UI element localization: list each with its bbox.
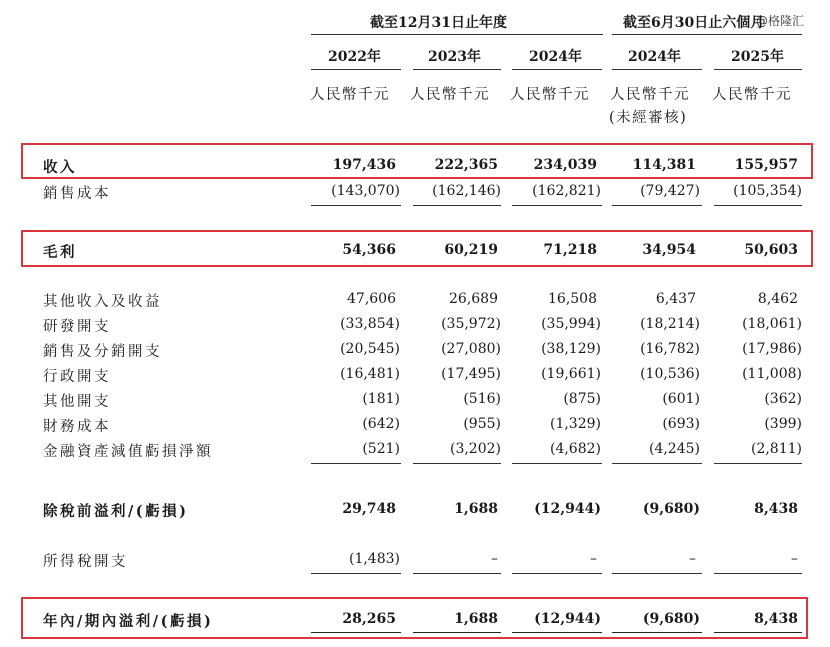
unit-label-5: 人民幣千元 <box>712 87 792 103</box>
row-label-rnd-expenses: 研發開支 <box>43 319 111 335</box>
cell-gross-profit-2022: 54,366 <box>342 242 396 258</box>
row-label-profit-before-tax: 除稅前溢利/(虧損) <box>43 503 189 520</box>
subtotal-rule-c-5 <box>714 573 802 574</box>
cell-other-expenses-2025h1: (362) <box>764 391 802 407</box>
cell-income-tax-2025h1: – <box>791 551 798 567</box>
cell-selling-expenses-2024: (38,129) <box>541 341 601 357</box>
cell-impairment-losses-2022: (521) <box>362 441 400 457</box>
cell-gross-profit-2023: 60,219 <box>444 242 498 258</box>
row-label-other-expenses: 其他開支 <box>43 394 111 410</box>
cell-finance-costs-2024: (1,329) <box>549 416 601 432</box>
year-rule-3 <box>512 69 602 70</box>
cell-profit-for-period-2025h1: 8,438 <box>754 611 798 627</box>
cell-other-expenses-2024: (875) <box>563 391 601 407</box>
highlight-box-profit-for-period <box>21 597 808 639</box>
cell-finance-costs-2022: (642) <box>362 416 400 432</box>
year-rule-5 <box>714 69 802 70</box>
row-label-finance-costs: 財務成本 <box>43 419 111 435</box>
row-label-selling-expenses: 銷售及分銷開支 <box>43 344 162 360</box>
cell-income-tax-2023: – <box>491 551 498 567</box>
subtotal-rule-c-2 <box>413 573 501 574</box>
year-rule-2 <box>413 69 501 70</box>
cell-profit-for-period-2023: 1,688 <box>454 611 498 627</box>
cell-admin-expenses-2023: (17,495) <box>441 366 501 382</box>
cell-profit-before-tax-2024: (12,944) <box>534 501 601 517</box>
row-label-revenue: 收入 <box>43 159 77 176</box>
year-header-3: 2024年 <box>529 49 582 65</box>
cell-income-tax-2024: – <box>590 551 597 567</box>
cell-gross-profit-2025h1: 50,603 <box>744 242 798 258</box>
subtotal-rule-b-3 <box>512 463 602 464</box>
year-rule-4 <box>612 69 702 70</box>
cell-finance-costs-2023: (955) <box>463 416 501 432</box>
cell-selling-expenses-2023: (27,080) <box>441 341 501 357</box>
highlight-box-gross-profit <box>21 230 813 267</box>
cell-impairment-losses-2025h1: (2,811) <box>750 441 802 457</box>
cell-income-tax-2024h1: – <box>689 551 696 567</box>
subtotal-rule-3 <box>512 205 602 206</box>
cell-revenue-2025h1: 155,957 <box>734 157 798 173</box>
header-group-half-year: 截至6月30日止六個月 <box>623 15 765 31</box>
subtotal-rule-c-4 <box>612 573 702 574</box>
subtotal-rule-4 <box>612 205 702 206</box>
cell-impairment-losses-2024: (4,682) <box>549 441 601 457</box>
cell-selling-expenses-2025h1: (17,986) <box>742 341 802 357</box>
unit-label-3: 人民幣千元 <box>510 87 590 103</box>
cell-revenue-2022: 197,436 <box>332 157 396 173</box>
row-label-admin-expenses: 行政開支 <box>43 369 111 385</box>
row-label-other-income: 其他收入及收益 <box>43 294 162 310</box>
cell-other-income-2025h1: 8,462 <box>757 291 798 307</box>
row-label-gross-profit: 毛利 <box>43 244 77 261</box>
unit-label-2: 人民幣千元 <box>410 87 490 103</box>
cell-revenue-2024: 234,039 <box>533 157 597 173</box>
cell-other-income-2024h1: 6,437 <box>655 291 696 307</box>
cell-rnd-expenses-2024: (35,994) <box>541 316 601 332</box>
cell-cost-of-sales-2022: (143,070) <box>331 183 400 199</box>
cell-impairment-losses-2023: (3,202) <box>449 441 501 457</box>
cell-rnd-expenses-2023: (35,972) <box>441 316 501 332</box>
cell-other-expenses-2023: (516) <box>463 391 501 407</box>
cell-rnd-expenses-2022: (33,854) <box>340 316 400 332</box>
subtotal-rule-b-4 <box>612 463 702 464</box>
subtotal-rule-1 <box>311 205 401 206</box>
subtotal-rule-b-2 <box>413 463 501 464</box>
cell-finance-costs-2025h1: (399) <box>764 416 802 432</box>
cell-other-expenses-2024h1: (601) <box>662 391 700 407</box>
year-header-5: 2025年 <box>731 49 784 65</box>
cell-profit-before-tax-2023: 1,688 <box>454 501 498 517</box>
cell-admin-expenses-2024h1: (10,536) <box>640 366 700 382</box>
cell-admin-expenses-2024: (19,661) <box>541 366 601 382</box>
header-group-full-year: 截至12月31日止年度 <box>370 15 507 31</box>
cell-other-expenses-2022: (181) <box>362 391 400 407</box>
year-header-2: 2023年 <box>428 49 481 65</box>
group-rule-half-year <box>612 34 802 35</box>
cell-admin-expenses-2025h1: (11,008) <box>742 366 802 382</box>
subtotal-rule-c-1 <box>311 573 401 574</box>
unit-label-1: 人民幣千元 <box>310 87 390 103</box>
cell-cost-of-sales-2025h1: (105,354) <box>733 183 802 199</box>
row-label-impairment-losses: 金融資產減值虧損淨額 <box>43 444 213 460</box>
cell-profit-before-tax-2022: 29,748 <box>342 501 396 517</box>
subtotal-rule-b-5 <box>714 463 802 464</box>
cell-admin-expenses-2022: (16,481) <box>340 366 400 382</box>
cell-other-income-2024: 16,508 <box>548 291 597 307</box>
cell-rnd-expenses-2024h1: (18,214) <box>640 316 700 332</box>
cell-profit-for-period-2022: 28,265 <box>342 611 396 627</box>
row-label-income-tax: 所得稅開支 <box>43 554 128 570</box>
row-label-profit-for-period: 年內/期內溢利/(虧損) <box>43 613 214 630</box>
cell-income-tax-2022: (1,483) <box>348 551 400 567</box>
row-label-cost-of-sales: 銷售成本 <box>43 186 111 202</box>
cell-impairment-losses-2024h1: (4,245) <box>648 441 700 457</box>
cell-cost-of-sales-2023: (162,146) <box>432 183 501 199</box>
cell-profit-before-tax-2025h1: 8,438 <box>754 501 798 517</box>
cell-selling-expenses-2024h1: (16,782) <box>640 341 700 357</box>
subtotal-rule-2 <box>413 205 501 206</box>
cell-cost-of-sales-2024: (162,821) <box>532 183 601 199</box>
cell-profit-before-tax-2024h1: (9,680) <box>642 501 700 517</box>
cell-gross-profit-2024: 71,218 <box>543 242 597 258</box>
unaudited-note: (未經審核) <box>609 110 688 126</box>
watermark-text: @格隆汇 <box>756 14 805 28</box>
cell-finance-costs-2024h1: (693) <box>662 416 700 432</box>
highlight-box-revenue <box>21 143 813 179</box>
cell-profit-for-period-2024h1: (9,680) <box>642 611 700 627</box>
group-rule-full-year <box>311 34 603 35</box>
year-rule-1 <box>311 69 401 70</box>
cell-selling-expenses-2022: (20,545) <box>340 341 400 357</box>
cell-other-income-2023: 26,689 <box>449 291 498 307</box>
subtotal-rule-c-3 <box>512 573 602 574</box>
cell-gross-profit-2024h1: 34,954 <box>642 242 696 258</box>
cell-cost-of-sales-2024h1: (79,427) <box>640 183 700 199</box>
year-header-4: 2024年 <box>628 49 681 65</box>
cell-rnd-expenses-2025h1: (18,061) <box>742 316 802 332</box>
subtotal-rule-b-1 <box>311 463 401 464</box>
unit-label-4: 人民幣千元 <box>610 87 690 103</box>
year-header-1: 2022年 <box>328 49 381 65</box>
cell-other-income-2022: 47,606 <box>347 291 396 307</box>
cell-revenue-2023: 222,365 <box>434 157 498 173</box>
subtotal-rule-5 <box>714 205 802 206</box>
cell-profit-for-period-2024: (12,944) <box>534 611 601 627</box>
cell-revenue-2024h1: 114,381 <box>632 157 696 173</box>
